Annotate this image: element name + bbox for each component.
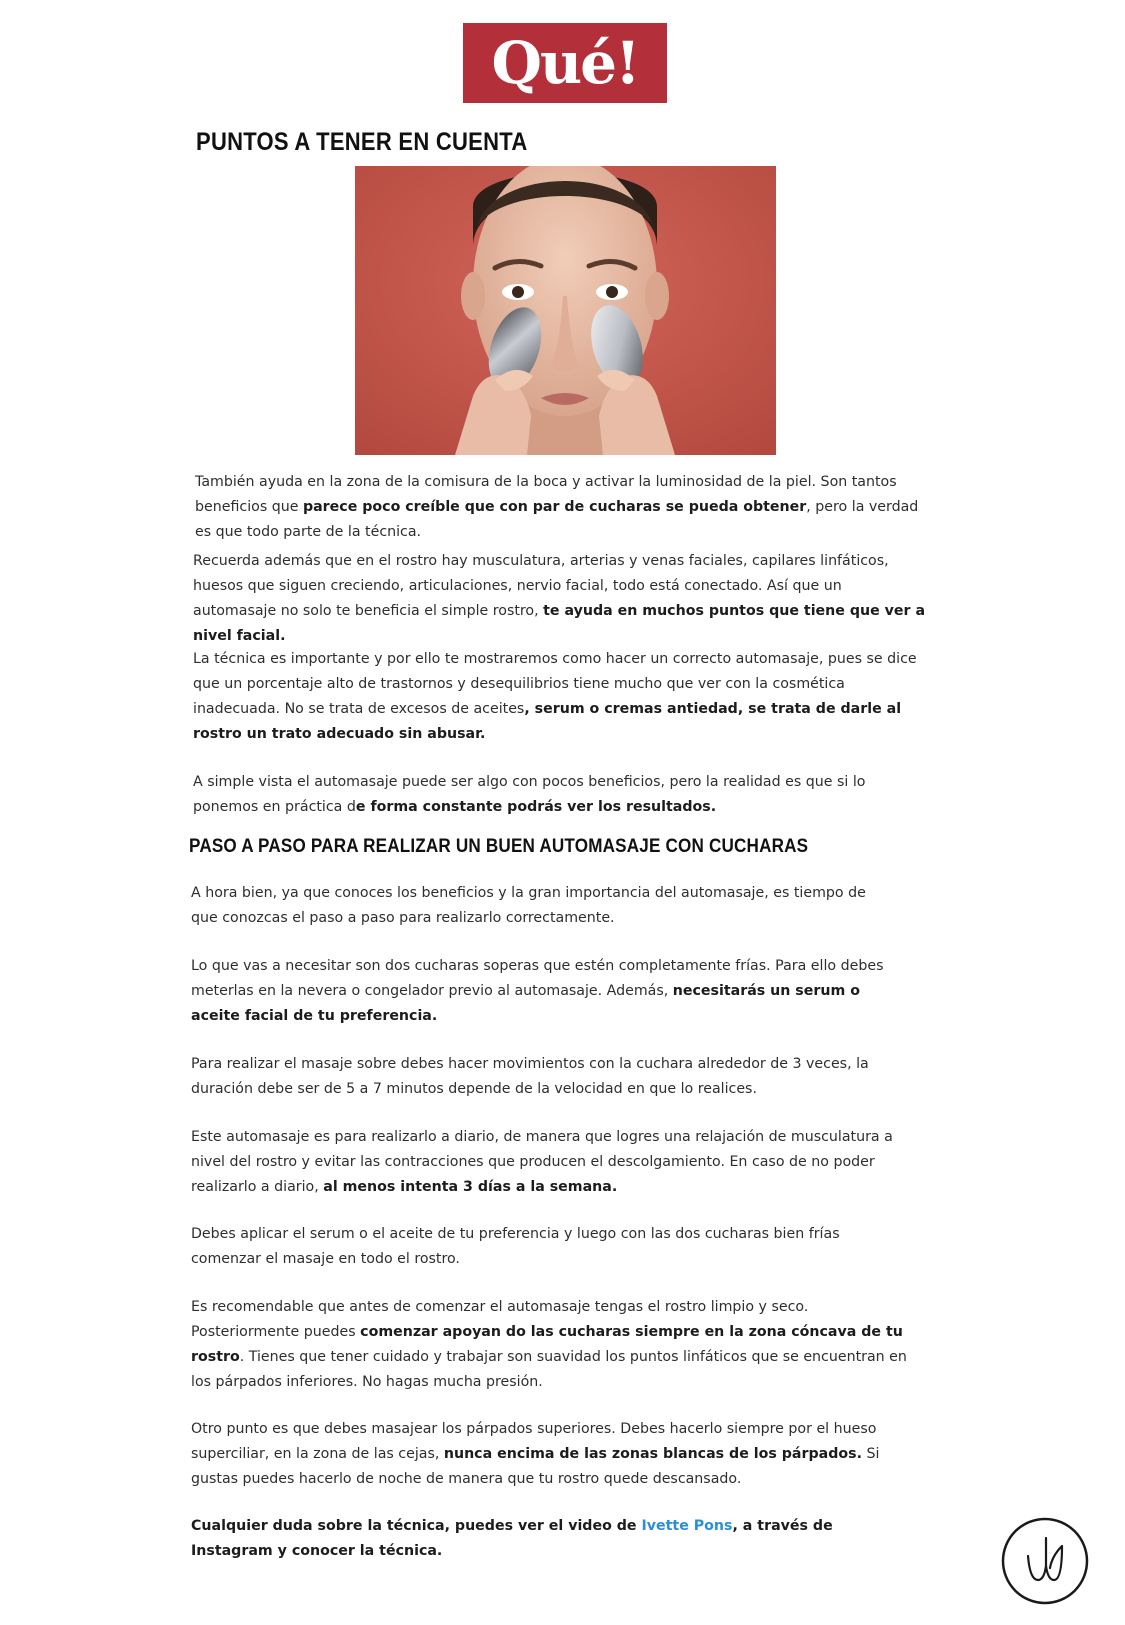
section-heading-puntos: PUNTOS A TENER EN CUENTA [196, 128, 528, 156]
section-heading-paso: PASO A PASO PARA REALIZAR UN BUEN AUTOMASAJE CON CUCHARAS [189, 836, 809, 857]
woman-spoons-photo [355, 166, 776, 455]
paragraph-6: Lo que vas a necesitar son dos cucharas soperas que estén completamente frías. Para ello debes meterlas en la nevera o congelador previo al automasaje. Además, necesitarás un serum o aceite facial de tu preferencia. [191, 958, 884, 1024]
paragraph-8: Este automasaje es para realizarlo a diario, de manera que logres una relajación de musculatura a nivel del rostro y evitar las contracciones que producen el descolgamiento. En caso de no poder realizarlo a diario, al menos intenta 3 días a la semana. [191, 1129, 893, 1195]
ivette-pons-link[interactable]: Ivette Pons [641, 1518, 733, 1534]
paragraph-11: Otro punto es que debes masajear los párpados superiores. Debes hacerlo siempre por el hueso superciliar, en la zona de las cejas, nunca encima de las zonas blancas de los párpados. Si gustas puedes hacerlo de noche de manera que tu rostro quede descansado. [191, 1421, 880, 1487]
paragraph-3: La técnica es importante y por ello te mostraremos como hacer un correcto automasaje, pues se dice que un porcentaje alto de trastornos y desequilibrios tiene mucho que ver con la cosmética inadecuada. No se trata de excesos de aceites, serum o cremas antiedad, se trata de darle al rostro un trato adecuado sin abusar. [193, 651, 917, 742]
paragraph-4: A simple vista el automasaje puede ser algo con pocos beneficios, pero la realidad es que si lo ponemos en práctica de forma constante podrás ver los resultados. [193, 774, 866, 815]
paragraph-10: Es recomendable que antes de comenzar el automasaje tengas el rostro limpio y seco. Posteriormente puedes comenzar apoyan do las cucharas siempre en la zona cóncava de tu rostro. Tienes que tener cuidado y trabajar son suavidad los puntos linfáticos que se encuentran en los párpados inferiores. No hagas mucha presión. [191, 1299, 907, 1390]
paragraph-1: También ayuda en la zona de la comisura de la boca y activar la luminosidad de la piel. Son tantos beneficios que parece poco creíble que con par de cucharas se pueda obtener, pero la verdad es que todo parte de la técnica. [195, 474, 919, 540]
paragraph-7: Para realizar el masaje sobre debes hacer movimientos con la cuchara alrededor de 3 veces, la duración debe ser de 5 a 7 minutos depende de la velocidad en que lo realices. [191, 1056, 869, 1097]
paragraph-12: Cualquier duda sobre la técnica, puedes ver el video de Ivette Pons, a través de Instagram y conocer la técnica. [191, 1518, 833, 1559]
w-logo-icon [1000, 1516, 1090, 1606]
que-logo[interactable] [463, 23, 667, 103]
paragraph-2: Recuerda además que en el rostro hay musculatura, arterias y venas faciales, capilares linfáticos, huesos que siguen creciendo, articulaciones, nervio facial, todo está conectado. Así que un automasaje no solo te beneficia el simple rostro, te ayuda en muchos puntos que tiene que ver a nivel facial. [193, 553, 926, 644]
paragraph-9: Debes aplicar el serum o el aceite de tu preferencia y luego con las dos cucharas bien frías comenzar el masaje en todo el rostro. [191, 1226, 840, 1267]
photo-illustration [355, 166, 776, 455]
logo-text: Qué! [491, 29, 639, 97]
paragraph-5: A hora bien, ya que conoces los beneficios y la gran importancia del automasaje, es tiempo de que conozcas el paso a paso para realizarlo correctamente. [191, 885, 866, 926]
